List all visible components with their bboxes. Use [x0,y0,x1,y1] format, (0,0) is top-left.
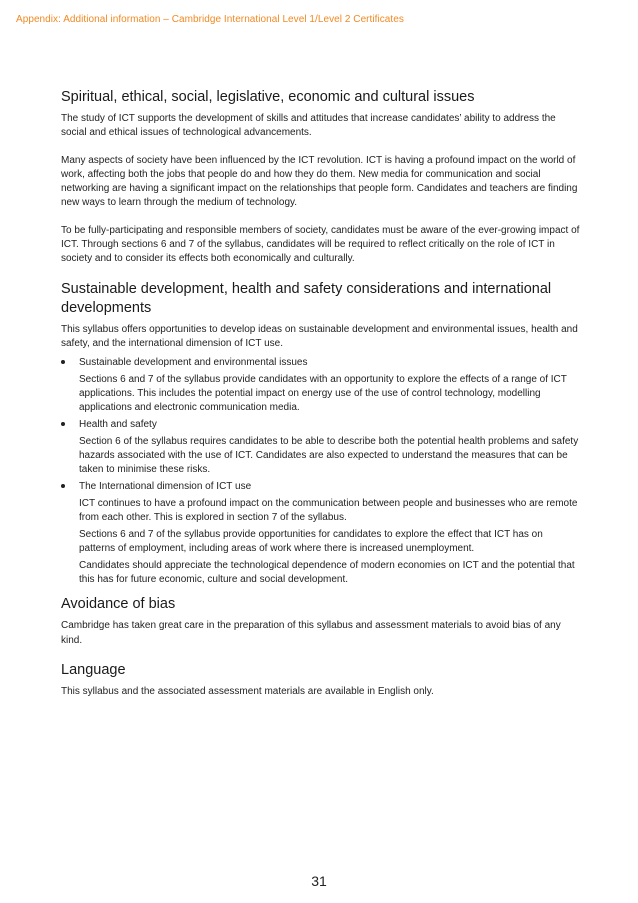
bullet-heading: Health and safety [79,419,157,431]
section-spiritual-ethical [61,88,581,267]
bullet-paragraph: Sections 6 and 7 of the syllabus provide opportunities for candidates to explore the effect that ICT has on patterns of employment, including areas of work where there is increased unemployment. [79,529,543,555]
section-title: Spiritual, ethical, social, legislative, economic and cultural issues [61,89,475,105]
bullet-paragraph: Candidates should appreciate the technological dependence of modern economies on ICT and the potential that this has for future economic, culture and social development. [79,560,575,586]
bullet-heading: The International dimension of ICT use [79,481,252,493]
bullet-dot [61,484,65,488]
paragraph: This syllabus offers opportunities to develop ideas on sustainable development and environmental issues, health and safety, and the international dimension of ICT use. [61,323,578,349]
section-language [61,661,581,699]
paragraph: This syllabus and the associated assessment materials are available in English only. [61,685,434,697]
bullet-paragraph: Section 6 of the syllabus requires candidates to be able to describe both the potential health problems and safety hazards associated with the use of ICT. Candidates are also expected to understand the measures that can be taken to minimise these risks. [79,436,579,476]
paragraph: To be fully-participating and responsible members of society, candidates must be aware of the ever-growing impact of ICT. Through sections 6 and 7 of the syllabus, candidates will be required to reflect critically on the role of ICT in society and to consider its effects both economically and culturally. [61,224,580,265]
running-header: Appendix: Additional information – Cambridge International Level 1/Level 2 Certificates [16,14,404,25]
bullet-list [61,356,581,587]
section-title: Sustainable development, health and safety considerations and international developments [61,280,552,316]
bullet-heading: Sustainable development and environmental issues [79,357,308,369]
bullet-dot [61,422,65,426]
page-number: 31 [311,873,327,889]
section-title: Language [61,661,126,678]
paragraph: The study of ICT supports the development of skills and attitudes that increase candidates’ ability to address the social and ethical issues of technological advancements. [61,113,556,139]
page-content [61,88,581,712]
section-avoidance-of-bias [61,595,581,648]
paragraph: Many aspects of society have been influenced by the ICT revolution. ICT is having a profound impact on the world of work, affecting both the jobs that people do and how they do them. New media for communication and social networking are having a significant impact on the relationships that people form. Candidates and teachers are finding new ways to learn through the medium of technology. [61,154,578,209]
list-item [61,356,581,415]
bullet-paragraph: ICT continues to have a profound impact on the communication between people and businesses who are remote from each other. This is explored in section 7 of the syllabus. [79,498,578,524]
section-title: Avoidance of bias [61,596,176,613]
bullet-paragraph: Sections 6 and 7 of the syllabus provide candidates with an opportunity to explore the effects of a range of ICT applications. This includes the potential impact on energy use of the use of control technology, modelling applications and electronic communication media. [79,374,567,414]
paragraph: Cambridge has taken great care in the preparation of this syllabus and assessment materials to avoid bias of any kind. [61,620,561,646]
list-item [61,418,581,477]
bullet-dot [61,360,65,364]
list-item [61,480,581,587]
section-sustainable-development [61,280,581,588]
